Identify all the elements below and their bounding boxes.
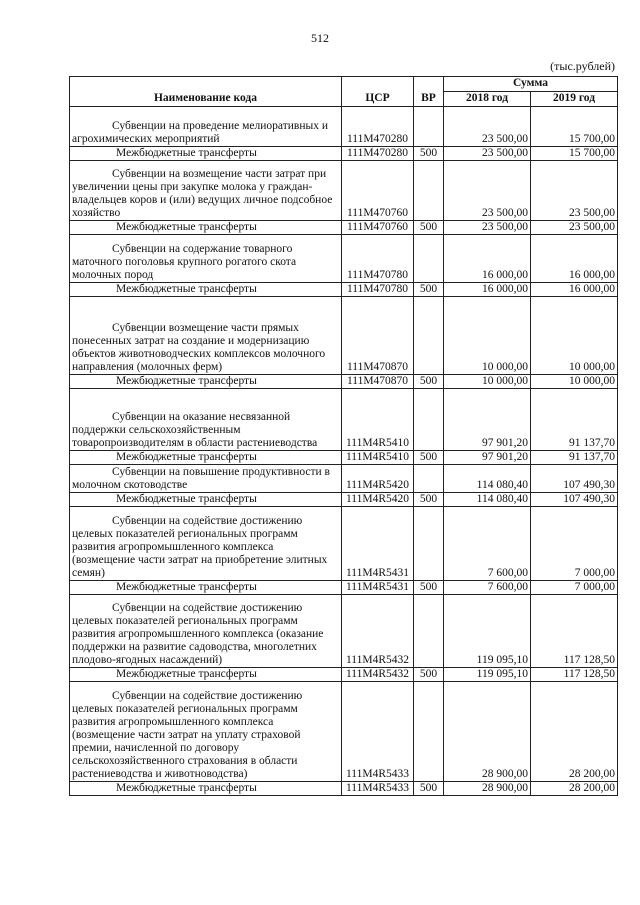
row-value-2018: 97 901,20 (444, 451, 531, 465)
row-csr: 111М470280 (342, 107, 414, 147)
units-label: (тыс.рублей) (550, 59, 615, 73)
row-name: Межбюджетные трансферты (70, 493, 342, 507)
row-name: Субвенции на содействие достижению целевых показателей региональных программ развития агропромышленного комплекса (возмещение части затрат на приобретение элитных семян) (70, 507, 342, 581)
row-name: Субвенции на проведение мелиоративных и агрохимических мероприятий (70, 107, 342, 147)
row-csr: 111М4R5433 (342, 782, 414, 796)
row-value-2018: 10 000,00 (444, 375, 531, 389)
row-value-2019: 28 200,00 (531, 682, 618, 782)
row-value-2019: 10 000,00 (531, 297, 618, 375)
row-csr: 111М470280 (342, 147, 414, 161)
row-value-2019: 23 500,00 (531, 161, 618, 221)
row-name: Субвенции возмещение части прямых понесенных затрат на создание и модернизацию объектов животноводческих комплексов молочного направления (молочных ферм) (70, 297, 342, 375)
table-header (70, 77, 618, 107)
row-vr: 500 (414, 451, 444, 465)
subvention-row (70, 507, 618, 581)
row-value-2018: 7 600,00 (444, 581, 531, 595)
subvention-row (70, 682, 618, 782)
row-value-2018: 7 600,00 (444, 507, 531, 581)
row-value-2019: 28 200,00 (531, 782, 618, 796)
row-name: Субвенции на содействие достижению целевых показателей региональных программ развития агропромышленного комплекса (возмещение части затрат на уплату страховой премии, начисленной по договору сельскохозяйственного страхования в области растениеводства и животноводства) (70, 682, 342, 782)
row-vr: 500 (414, 493, 444, 507)
budget-table (69, 76, 618, 796)
row-name: Межбюджетные трансферты (70, 581, 342, 595)
row-csr: 111М470760 (342, 221, 414, 235)
row-csr: 111М470870 (342, 375, 414, 389)
row-value-2019: 117 128,50 (531, 668, 618, 682)
row-name: Межбюджетные трансферты (70, 283, 342, 297)
row-value-2019: 23 500,00 (531, 221, 618, 235)
row-name: Субвенции на повышение продуктивности в молочном скотоводстве (70, 465, 342, 493)
row-vr: 500 (414, 782, 444, 796)
row-value-2018: 23 500,00 (444, 161, 531, 221)
row-value-2019: 15 700,00 (531, 147, 618, 161)
row-value-2018: 119 095,10 (444, 595, 531, 668)
row-csr: 111М4R5431 (342, 507, 414, 581)
row-vr (414, 389, 444, 451)
row-name: Межбюджетные трансферты (70, 375, 342, 389)
row-value-2018: 10 000,00 (444, 297, 531, 375)
row-value-2018: 23 500,00 (444, 221, 531, 235)
row-value-2019: 107 490,30 (531, 465, 618, 493)
row-name: Субвенции на содействие достижению целевых показателей региональных программ развития агропромышленного комплекса (оказание поддержки на развитие садоводства, многолетних плодово-ягодных насаждений) (70, 595, 342, 668)
row-vr: 500 (414, 221, 444, 235)
row-value-2018: 16 000,00 (444, 235, 531, 283)
row-vr (414, 161, 444, 221)
row-vr: 500 (414, 147, 444, 161)
row-name: Субвенции на содержание товарного маточного поголовья крупного рогатого скота молочных пород (70, 235, 342, 283)
table-body (70, 107, 618, 796)
row-csr: 111М470780 (342, 235, 414, 283)
row-vr (414, 595, 444, 668)
row-value-2018: 119 095,10 (444, 668, 531, 682)
page-number: 512 (311, 31, 329, 45)
row-value-2018: 28 900,00 (444, 782, 531, 796)
subvention-row (70, 107, 618, 147)
header-vr: ВР (414, 77, 444, 107)
row-vr (414, 107, 444, 147)
subvention-row (70, 595, 618, 668)
transfer-row (70, 221, 618, 235)
subvention-row (70, 465, 618, 493)
row-value-2019: 16 000,00 (531, 235, 618, 283)
subvention-row (70, 161, 618, 221)
row-value-2019: 10 000,00 (531, 375, 618, 389)
subvention-row (70, 235, 618, 283)
row-vr (414, 507, 444, 581)
header-name: Наименование кода (70, 77, 342, 107)
row-name: Субвенции на возмещение части затрат при увеличении цены при закупке молока у граждан-владельцев коров и (или) ведущих личное подсобное хозяйство (70, 161, 342, 221)
row-vr: 500 (414, 375, 444, 389)
transfer-row (70, 375, 618, 389)
row-name: Межбюджетные трансферты (70, 147, 342, 161)
row-csr: 111М4R5420 (342, 493, 414, 507)
row-value-2018: 114 080,40 (444, 465, 531, 493)
transfer-row (70, 782, 618, 796)
row-value-2019: 117 128,50 (531, 595, 618, 668)
row-name: Субвенции на оказание несвязанной поддержки сельскохозяйственным товаропроизводителям в области растениеводства (70, 389, 342, 451)
transfer-row (70, 668, 618, 682)
row-csr: 111М4R5420 (342, 465, 414, 493)
row-csr: 111М4R5431 (342, 581, 414, 595)
header-sum: Сумма (444, 77, 618, 92)
row-value-2019: 107 490,30 (531, 493, 618, 507)
transfer-row (70, 283, 618, 297)
row-value-2018: 28 900,00 (444, 682, 531, 782)
subvention-row (70, 389, 618, 451)
transfer-row (70, 147, 618, 161)
row-vr (414, 682, 444, 782)
row-vr: 500 (414, 668, 444, 682)
row-name: Межбюджетные трансферты (70, 221, 342, 235)
row-csr: 111М470780 (342, 283, 414, 297)
row-value-2018: 23 500,00 (444, 107, 531, 147)
row-value-2019: 91 137,70 (531, 389, 618, 451)
row-csr: 111М470760 (342, 161, 414, 221)
row-value-2018: 97 901,20 (444, 389, 531, 451)
row-value-2019: 15 700,00 (531, 107, 618, 147)
row-csr: 111М4R5410 (342, 389, 414, 451)
row-value-2019: 7 000,00 (531, 581, 618, 595)
header-2019: 2019 год (531, 92, 618, 107)
row-value-2018: 23 500,00 (444, 147, 531, 161)
row-csr: 111М470870 (342, 297, 414, 375)
row-name: Межбюджетные трансферты (70, 668, 342, 682)
row-vr (414, 297, 444, 375)
row-name: Межбюджетные трансферты (70, 451, 342, 465)
row-value-2019: 16 000,00 (531, 283, 618, 297)
row-csr: 111М4R5410 (342, 451, 414, 465)
row-value-2018: 16 000,00 (444, 283, 531, 297)
row-csr: 111М4R5432 (342, 668, 414, 682)
row-value-2019: 91 137,70 (531, 451, 618, 465)
row-vr: 500 (414, 283, 444, 297)
row-csr: 111М4R5432 (342, 595, 414, 668)
transfer-row (70, 451, 618, 465)
row-value-2018: 114 080,40 (444, 493, 531, 507)
row-vr (414, 465, 444, 493)
header-2018: 2018 год (444, 92, 531, 107)
subvention-row (70, 297, 618, 375)
row-name: Межбюджетные трансферты (70, 782, 342, 796)
row-vr (414, 235, 444, 283)
row-vr: 500 (414, 581, 444, 595)
row-value-2019: 7 000,00 (531, 507, 618, 581)
header-csr: ЦСР (342, 77, 414, 107)
row-csr: 111М4R5433 (342, 682, 414, 782)
transfer-row (70, 493, 618, 507)
transfer-row (70, 581, 618, 595)
